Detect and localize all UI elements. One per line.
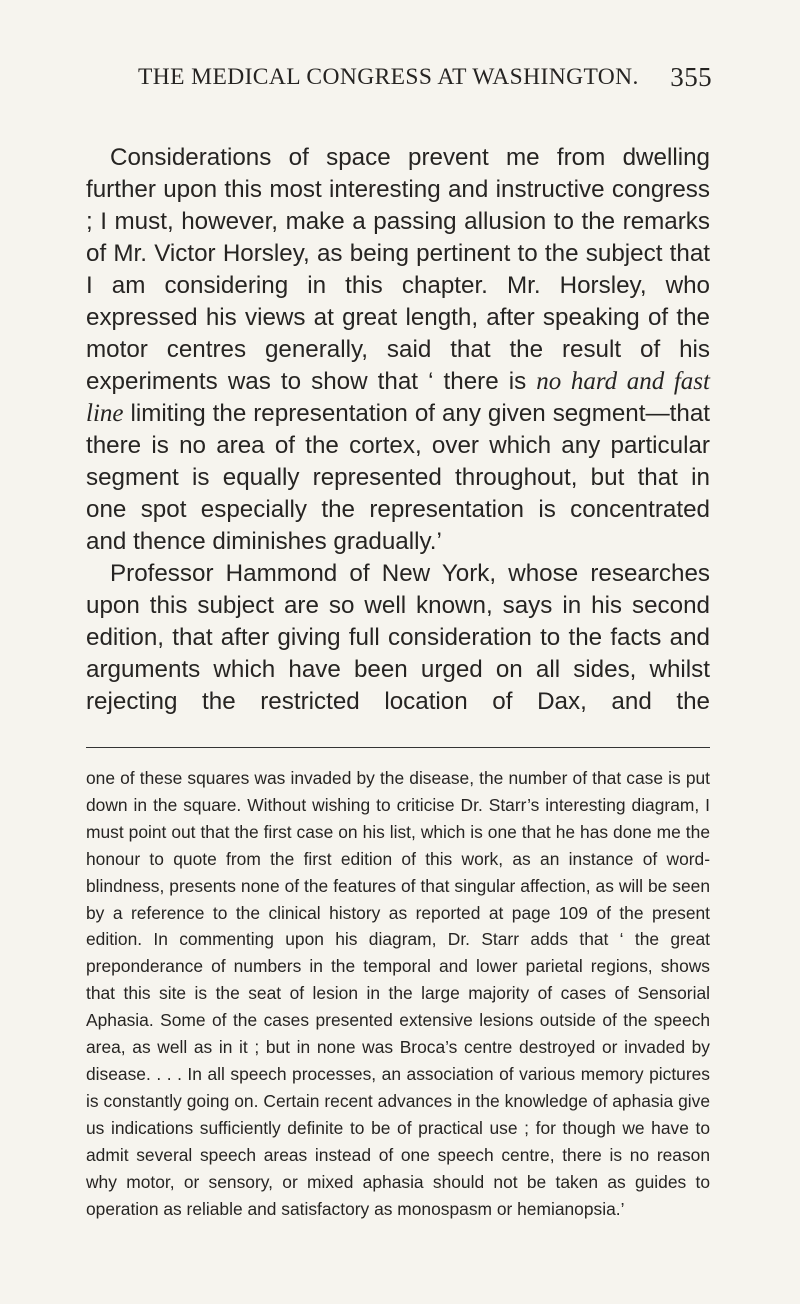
paragraph-hammond: Professor Hammond of New York, whose researches upon this subject are so well known, says in his second edition, that after giving full consideration to the facts and arguments which have been urged on all sides, whilst rejecting the restricted location of Dax, and the xyxy=(86,560,710,715)
footnote-text: one of these squares was invaded by the disease, the number of that case is put down in the square. Without wishing to criticise Dr. Starr’s interesting diagram, I must point out that the first case on his list, which is one that he has done me the honour to quote from the first edition of this work, as an instance of word-blindness, presents none of the features of that singular affection, as will be seen by a reference to the clinical history as reported at page 109 of the present edition. In commenting upon his diagram, Dr. Starr adds that ‘ the great preponderance of numbers in the temporal and lower parietal regions, shows that this site is the seat of lesion in the large majority of cases of Sensorial Aphasia. Some of the cases presented extensive lesions outside of the speech area, as well as in it ; but in none was Broca’s centre destroyed or invaded by disease. . . . In all speech processes, an association of various memory pictures is constantly going on. Certain recent advances in the knowledge of aphasia give us indications sufficiently definite to be of practical use ; for though we have to admit several speech areas instead of one speech centre, there is no reason why motor, or sensory, or mixed aphasia should not be taken as guides to operation as reliable and satisfactory as monospasm or hemianopsia.’ xyxy=(86,768,710,1219)
paragraph-horsley-start: Considerations of space prevent me from dwelling further upon this most interesting and instructive congress ; I must, however, make a passing allusion to the remarks of Mr. Victor Horsley, as being pertinent to the subject that I am considering in this chapter. Mr. Horsley, who expressed his views at great length, after speaking of the motor centres generally, said that the result of his experiments was to show that ‘ there is xyxy=(86,144,710,395)
paragraph-horsley xyxy=(86,142,710,558)
italic-phrase: no hard and fast line xyxy=(86,368,710,427)
page-number: 355 xyxy=(670,62,712,92)
paragraph-horsley-end: limiting the representation of any given segment—that there is no area of the cortex, over which any particular segment is equally represented throughout, but that in one spot especially the representation is concentrated and thence diminishes gradually.’ xyxy=(86,400,710,555)
footnote-divider xyxy=(86,747,710,748)
running-title: THE MEDICAL CONGRESS AT WASHINGTON. xyxy=(138,64,639,90)
main-text xyxy=(86,142,710,718)
